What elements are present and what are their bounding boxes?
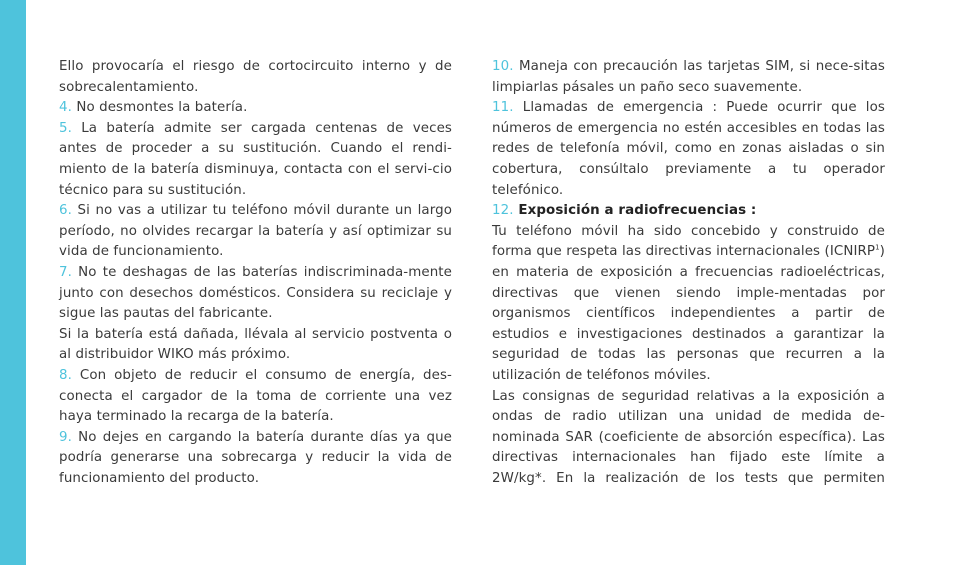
section-heading: Exposición a radiofrecuencias :: [513, 203, 757, 219]
item-9: [59, 428, 452, 490]
left-column: [59, 57, 452, 489]
item-11: [492, 98, 885, 201]
item-8: [59, 366, 452, 428]
item-7-note: Si la batería está dañada, llévala al servicio postventa o al distribuidor WIKO más próximo.: [59, 326, 452, 363]
paragraph-continuation: Ello provocaría el riesgo de cortocircuito interno y de sobrecalentamiento.: [59, 59, 452, 95]
item-text: La batería admite ser cargada centenas de veces antes de proceder a su sustitución. Cuando el rendi-miento de la batería disminuya, contacta con el servi-cio técnico para su sustitución.: [59, 120, 452, 198]
item-number: 8.: [59, 367, 72, 383]
item-number: 9.: [59, 429, 72, 445]
item-12-sar: Las consignas de seguridad relativas a la exposición a ondas de radio utilizan una unidad de medida de-nominada SAR (coeficiente de absorción específica). Las directivas internacionales han fijado este límite a 2W/kg*. En la realización de los tests que permiten: [492, 388, 885, 486]
item-number: 5.: [59, 120, 72, 136]
item-number: 7.: [59, 264, 72, 280]
item-number: 12.: [492, 203, 514, 219]
item-text: Llamadas de emergencia : Puede ocurrir que los números de emergencia no estén accesibles en todas las redes de telefonía móvil, como en zonas aisladas o sin cobertura, consúltalo previamente a tu operador telefónico.: [492, 100, 885, 198]
item-number: 10.: [492, 59, 514, 74]
item-text: Maneja con precaución las tarjetas SIM, si nece-sitas limpiarlas pásales un paño seco suavemente.: [492, 59, 885, 95]
item-text: Si no vas a utilizar tu teléfono móvil durante un largo período, no olvides recargar la batería y así optimizar su vida de funcionamiento.: [59, 203, 452, 260]
item-text: No desmontes la batería.: [71, 100, 248, 116]
item-text: No dejes en cargando la batería durante días ya que podría generarse una sobrecarga y reducir la vida de funcionamiento del producto.: [59, 429, 452, 486]
item-12-body: Tu teléfono móvil ha sido concebido y construido de forma que respeta las directivas internacionales (ICNIRP$^1$) en materia de exposición a frecuencias radioeléctricas, directivas que vienen siendo imple-mentadas por organismos científicos independientes a partir de estudios e investigaciones destinados a garantizar la seguridad de todas las personas que recurren a la utilización de teléfonos móviles.: [492, 223, 885, 383]
item-number: 6.: [59, 203, 72, 219]
accent-sidebar: [0, 0, 26, 565]
item-text: No te deshagas de las baterías indiscriminada-mente junto con desechos domésticos. Considera su reciclaje y sigue las pautas del fabricante.: [59, 264, 452, 322]
right-column: [492, 57, 885, 489]
item-number: 4.: [59, 100, 72, 116]
item-4: [59, 98, 452, 119]
item-text: Con objeto de reducir el consumo de energía, des-conecta el cargador de la toma de corriente una vez haya terminado la recarga de la batería.: [59, 367, 452, 425]
item-10: [492, 57, 885, 98]
item-6: [59, 201, 452, 263]
item-7: [59, 263, 452, 325]
item-5: [59, 119, 452, 201]
item-number: 11.: [492, 100, 514, 116]
footnote-marker: 1: [875, 243, 880, 252]
item-12-heading: [492, 201, 885, 222]
